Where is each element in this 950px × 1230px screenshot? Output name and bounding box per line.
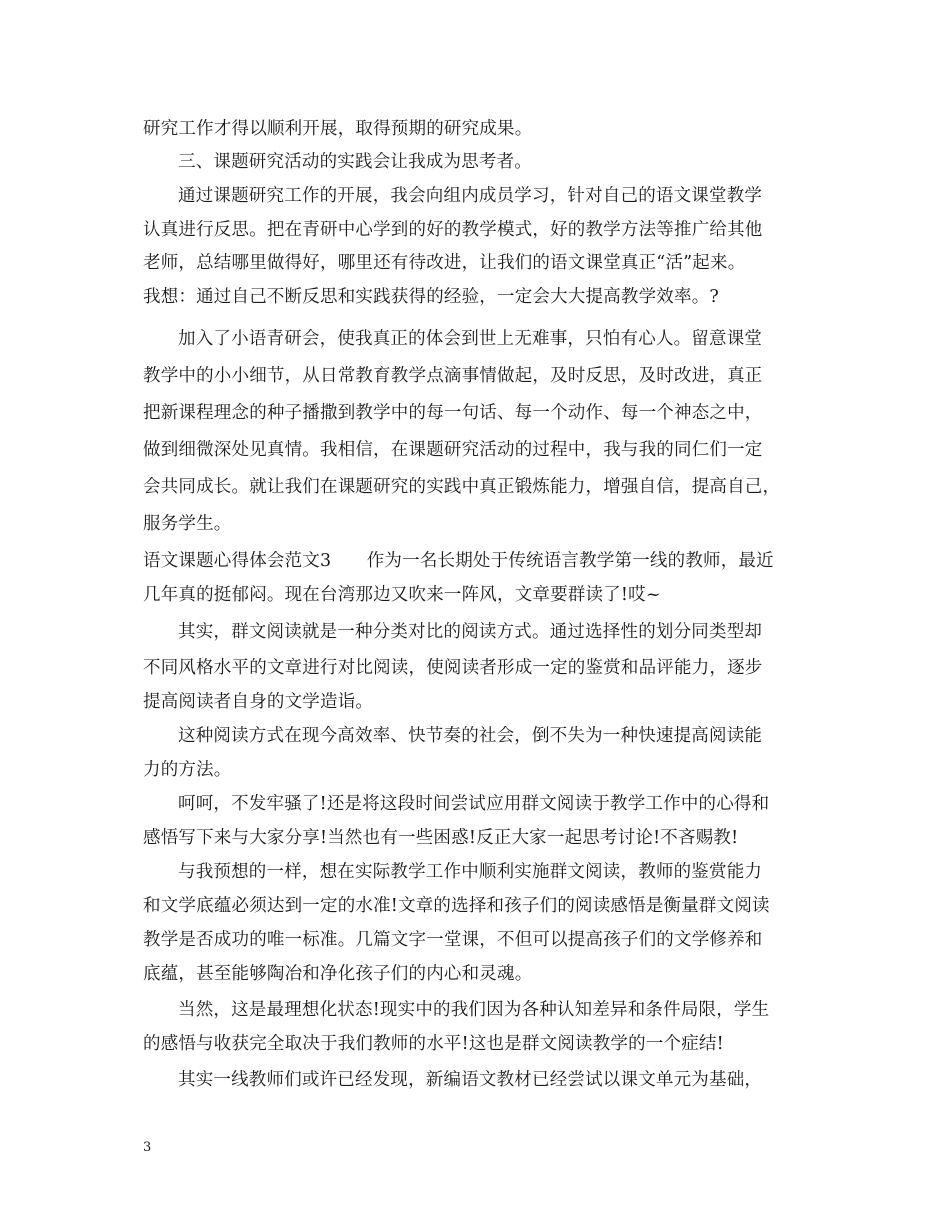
text-line: 语文课题心得体会范文3 作为一名长期处于传统语言教学第一线的教师，最近 (143, 551, 774, 571)
text-line: 加入了小语青研会，使我真正的体会到世上无难事，只怕有心人。留意课堂 (178, 329, 763, 349)
text-line: 我想：通过自己不断反思和实践获得的经验，一定会大大提高教学效率。? (143, 287, 719, 307)
text-line: 通过课题研究工作的开展，我会向组内成员学习，针对自己的语文课堂教学 (178, 186, 763, 206)
text-line: 力的方法。 (143, 760, 232, 780)
page-number: 3 (143, 1140, 152, 1155)
text-line: 其实，群文阅读就是一种分类对比的阅读方式。通过选择性的划分同类型却 (178, 622, 763, 642)
text-line: 做到细微深处见真情。我相信，在课题研究活动的过程中，我与我的同仁们一定 (143, 440, 763, 460)
text-line: 当然，这是最理想化状态!现实中的我们因为各种认知差异和条件局限，学生 (178, 1000, 770, 1020)
text-line: 呵呵，不发牢骚了!还是将这段时间尝试应用群文阅读于教学工作中的心得和 (178, 794, 770, 814)
text-line: 和文学底蕴必须达到一定的水准!文章的选择和孩子们的阅读感悟是衡量群文阅读 (143, 896, 770, 916)
text-line: 教学中的小小细节，从日常教育教学点滴事情做起，及时反思，及时改进，真正 (143, 366, 763, 386)
text-line: 不同风格水平的文章进行对比阅读，使阅读者形成一定的鉴赏和品评能力，逐步 (143, 658, 763, 678)
text-line: 与我预想的一样，想在实际教学工作中顺利实施群文阅读，教师的鉴赏能力 (178, 862, 763, 882)
text-line: 提高阅读者自身的文学造诣。 (143, 692, 374, 712)
text-line: 这种阅读方式在现今高效率、快节奏的社会，倒不失为一种快速提高阅读能 (178, 726, 763, 746)
text-line: 其实一线教师们或许已经发现，新编语文教材已经尝试以课文单元为基础， (178, 1070, 763, 1090)
text-line: 研究工作才得以顺利开展，取得预期的研究成果。 (143, 119, 533, 139)
text-line: 会共同成长。就让我们在课题研究的实践中真正锻炼能力，增强自信，提高自己， (143, 477, 781, 497)
section-heading: 三、课题研究活动的实践会让我成为思考者。 (178, 152, 532, 172)
text-line: 底蕴，甚至能够陶冶和净化孩子们的内心和灵魂。 (143, 964, 533, 984)
text-line: 几年真的挺郁闷。现在台湾那边又吹来一阵风，文章要群读了!哎~ (143, 585, 661, 605)
text-line: 服务学生。 (143, 514, 232, 534)
text-line: 感悟写下来与大家分享!当然也有一些困惑!反正大家一起思考讨论!不吝赐教! (143, 828, 739, 848)
text-line: 老师，总结哪里做得好，哪里还有待改进，让我们的语文课堂真正“活”起来。 (143, 253, 746, 273)
text-line: 认真进行反思。把在青研中心学到的好的教学模式，好的教学方法等推广给其他 (143, 220, 763, 240)
text-line: 教学是否成功的唯一标准。几篇文字一堂课，不但可以提高孩子们的文学修养和 (143, 930, 763, 950)
text-line: 的感悟与收获完全取决于我们教师的水平!这也是群文阅读教学的一个症结! (143, 1034, 724, 1054)
text-line: 把新课程理念的种子播撒到教学中的每一句话、每一个动作、每一个神态之中， (143, 403, 763, 423)
